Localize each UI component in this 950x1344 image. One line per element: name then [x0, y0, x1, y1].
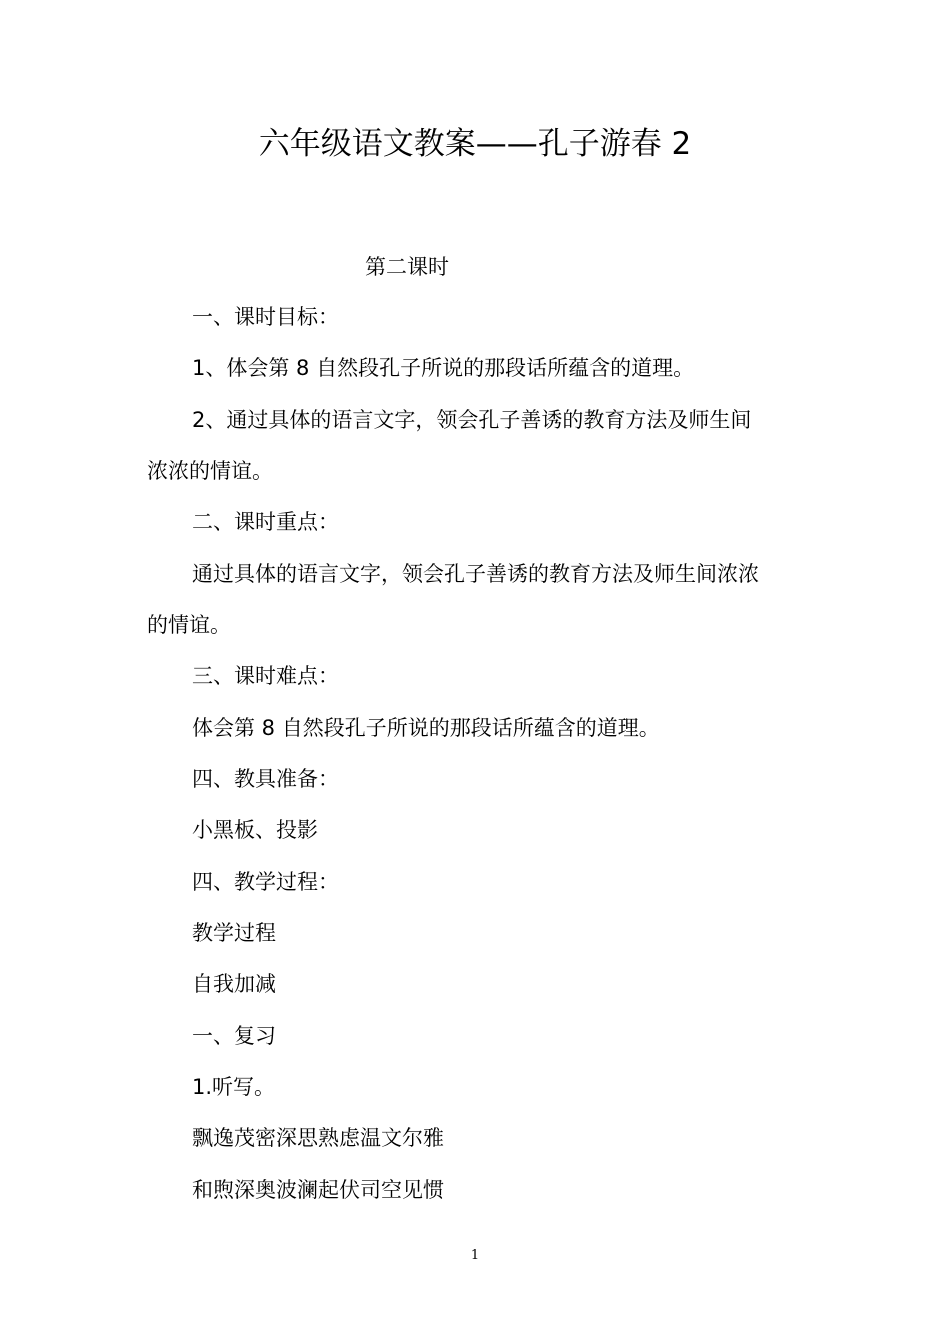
lesson-period-heading: 第二课时	[365, 255, 449, 279]
section-heading-objectives: 一、课时目标：	[192, 305, 339, 329]
document-title: 六年级语文教案——孔子游春 2	[258, 126, 692, 162]
teaching-aids-text: 小黑板、投影	[192, 818, 318, 842]
section-heading-difficulties: 三、课时难点：	[192, 664, 339, 688]
key-points-text-continuation: 的情谊。	[147, 613, 231, 637]
dictation-words-row-1: 飘逸茂密深思熟虑温文尔雅	[192, 1126, 444, 1150]
section-heading-teaching-aids: 四、教具准备：	[192, 767, 339, 791]
objective-item-2-continuation: 浓浓的情谊。	[147, 459, 273, 483]
section-heading-key-points: 二、课时重点：	[192, 510, 339, 534]
review-heading: 一、复习	[192, 1024, 276, 1048]
page-number: 1	[470, 1248, 480, 1263]
difficulties-text: 体会第 8 自然段孔子所说的那段话所蕴含的道理。	[192, 716, 660, 740]
objective-item-1: 1、体会第 8 自然段孔子所说的那段话所蕴含的道理。	[192, 356, 695, 380]
key-points-text: 通过具体的语言文字，领会孔子善诱的教育方法及师生间浓浓	[192, 562, 759, 586]
teaching-process-label: 教学过程	[192, 921, 276, 945]
section-heading-teaching-process: 四、教学过程：	[192, 870, 339, 894]
dictation-label: 1.听写。	[192, 1075, 276, 1099]
objective-item-2: 2、通过具体的语言文字，领会孔子善诱的教育方法及师生间	[192, 408, 752, 432]
dictation-words-row-2: 和煦深奥波澜起伏司空见惯	[192, 1178, 444, 1202]
self-adjustment-label: 自我加减	[192, 972, 276, 996]
